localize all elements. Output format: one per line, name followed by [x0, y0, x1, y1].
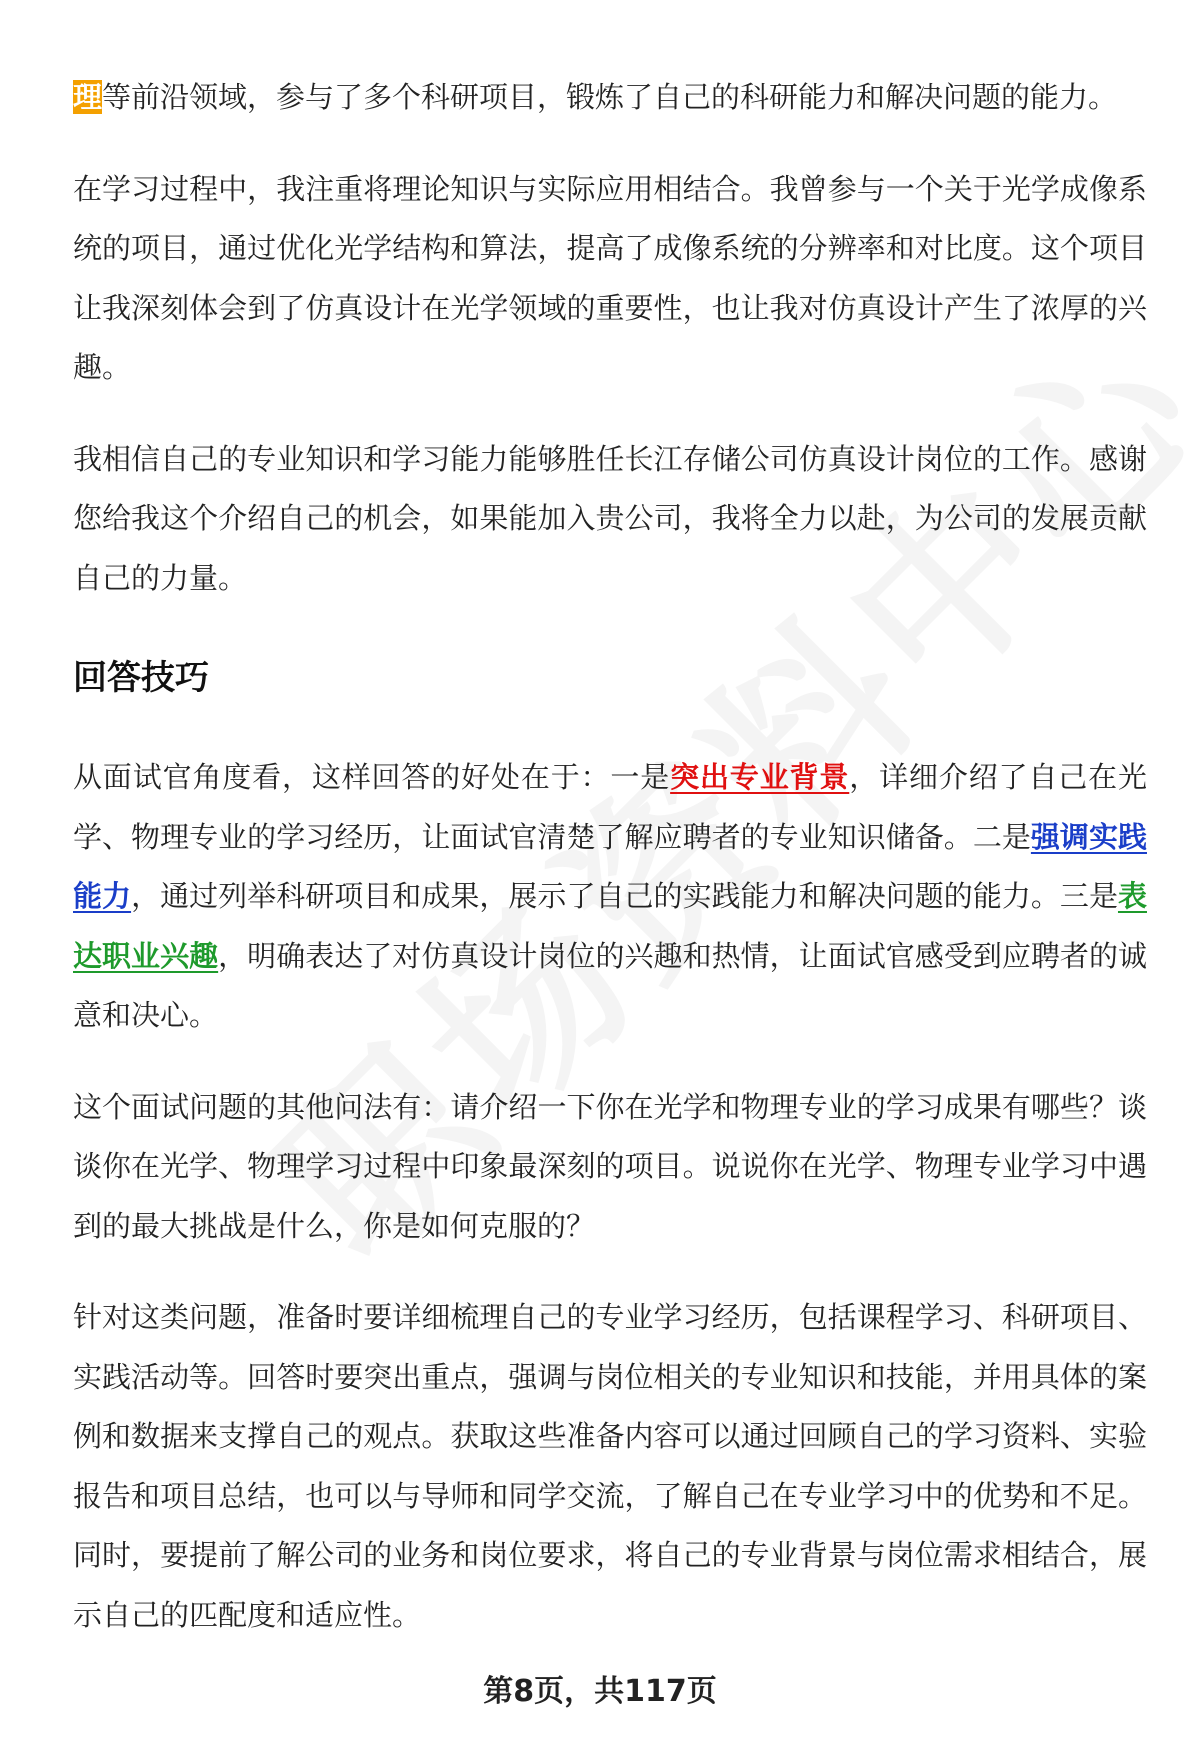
paragraph-preparation-tips: 针对这类问题，准备时要详细梳理自己的专业学习经历，包括课程学习、科研项目、实践活动等。回答时要突出重点，强调与岗位相关的专业知识和技能，并用具体的案例和数据来支撑自己的观点。获取这些准备内容可以通过回顾自己的学习资料、实验报告和项目总结，也可以与导师和同学交流，了解自己在专业学习中的优势和不足。同时，要提前了解公司的业务和岗位要求，将自己的专业背景与岗位需求相结合，展示自己的匹配度和适应性。	[73, 1300, 1147, 1632]
paragraph-alternative-questions: 这个面试问题的其他问法有：请介绍一下你在光学和物理专业的学习成果有哪些？谈谈你在光学、物理学习过程中印象最深刻的项目。说说你在光学、物理专业学习中遇到的最大挑战是什么，你是如何克服的？	[73, 1089, 1147, 1243]
section-title: 回答技巧	[73, 658, 209, 698]
paragraph-closing: 我相信自己的专业知识和学习能力能够胜任长江存储公司仿真设计岗位的工作。感谢您给我这个介绍自己的机会，如果能加入贵公司，我将全力以赴，为公司的发展贡献自己的力量。	[73, 441, 1147, 595]
paragraph-text: ，通过列举科研项目和成果，展示了自己的实践能力和解决问题的能力。三是	[131, 879, 1118, 913]
highlight-orange: 理	[73, 80, 103, 114]
highlight-professional-background: 突出专业背景	[670, 760, 850, 794]
paragraph-text: 从面试官角度看，这样回答的好处在于：一是	[73, 760, 671, 794]
paragraph-learning: 在学习过程中，我注重将理论知识与实际应用相结合。我曾参与一个关于光学成像系统的项目，通过优化光学结构和算法，提高了成像系统的分辨率和对比度。这个项目让我深刻体会到了仿真设计在光学领域的重要性，也让我对仿真设计产生了浓厚的兴趣。	[73, 171, 1147, 384]
paragraph-research	[73, 68, 1147, 128]
paragraph-text: 等前沿领域，参与了多个科研项目，锻炼了自己的科研能力和解决问题的能力。	[102, 80, 1118, 114]
page-number: 第8页，共117页	[483, 1674, 717, 1709]
paragraph-answer-benefits	[73, 748, 1147, 1046]
document-body	[73, 68, 1147, 1677]
paragraph-text: ，详细介绍了自己在光学、物理专业的学习经历，让面试官清楚了解应聘者的专业知识储备。二是	[73, 760, 1147, 854]
highlight-career-interest: 表达职业兴趣	[73, 879, 1147, 973]
paragraph-text: ，明确表达了对仿真设计岗位的兴趣和热情，让面试官感受到应聘者的诚意和决心。	[73, 938, 1147, 1032]
highlight-practical-ability: 强调实践能力	[73, 819, 1147, 913]
